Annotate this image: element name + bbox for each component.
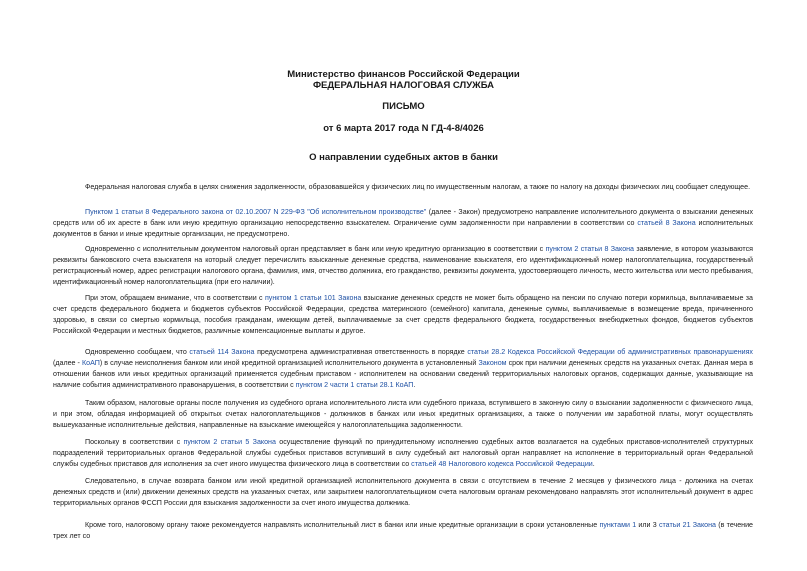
paragraph-text: осуществление функций по принудительному исполнению судебных актов возлагается на судебных приставов-исполнителей структурных подразделений территориальных органов Федеральной службы судебных приставов вступивший в силу судебный акт налоговый орган направляет на исполнение в территориальный орган Федеральной службы судебных приставов для исполнения за счет иного имущества физического лица в соответствии со bbox=[53, 438, 754, 468]
paragraph-6 bbox=[53, 398, 753, 431]
paragraph-text: Кроме того, налоговому органу также рекомендуется направлять исполнительный лист в банки или иные кредитные организации в сроки установленные bbox=[85, 521, 598, 529]
paragraph-text: исполнительных документов в банки и иные кредитные организации, не предусмотрено. bbox=[53, 219, 753, 238]
point-1-article-101-link[interactable]: пунктом 1 статьи 101 Закона bbox=[264, 294, 362, 302]
paragraph-text: или 3 bbox=[638, 521, 657, 529]
point-2-article-5-link[interactable]: пунктом 2 статьи 5 Закона bbox=[183, 438, 276, 446]
paragraph-text: взыскание денежных средств не может быть обращено на пенсии по случаю потери кормильца, выплачиваемые за счет средств федерального бюджета и бюджетов субъектов Российской Федерации, средства материнского (семейного) капитала, денежные суммы, выплачиваемые в возмещение вреда, причиненного здоровью, в связи со смертью кормильца, пособия гражданам, имеющим детей, выплачиваемые за счет средств федерального бюджета, государственных внебюджетных фондов, бюджетов субъектов Российской Федерации и местных бюджетов, различные компенсационные выплаты и другое. bbox=[53, 294, 753, 335]
document-subject: О направлении судебных актов в банки bbox=[309, 152, 498, 163]
article-114-link[interactable]: статьей 114 Закона bbox=[189, 348, 255, 356]
paragraph-7 bbox=[53, 437, 753, 470]
service-name: ФЕДЕРАЛЬНАЯ НАЛОГОВАЯ СЛУЖБА bbox=[312, 80, 495, 91]
paragraph-text: Следовательно, в случае возврата банком или иной кредитной организацией исполнительного документа в связи с отсутствием в течение 2 месяцев у физического лица - должника на счетах денежных средств и (или) движении денежных средств на указанных счетах, или закрытием налогоплательщиком счета налоговым органам рекомендовано направлять этот исполнительный документ в адрес территориальных органов ФССП России для взыскания задолженности за счет иного имущества должника. bbox=[53, 477, 753, 507]
paragraph-text: Поскольку в соответствии с bbox=[85, 438, 181, 446]
paragraph-text: ) в случае неисполнения банком или иной кредитной организацией исполнительного документа в установленный bbox=[99, 359, 477, 367]
article-21-link[interactable]: статьи 21 Закона bbox=[658, 521, 716, 529]
document-date: от 6 марта 2017 года N ГД-4-8/4026 bbox=[323, 123, 484, 134]
paragraph-text: . bbox=[592, 460, 595, 468]
paragraph-text: . bbox=[413, 381, 416, 389]
point-2-article-8-link[interactable]: пунктом 2 статьи 8 Закона bbox=[545, 245, 634, 253]
koap-link[interactable]: КоАП bbox=[82, 359, 100, 367]
points-1-link[interactable]: пунктами 1 bbox=[599, 521, 637, 529]
article-8-link[interactable]: статьей 8 Закона bbox=[637, 219, 696, 227]
paragraph-4 bbox=[53, 293, 753, 337]
paragraph-text: Одновременно с исполнительным документом налоговый орган представляет в банк или иную кредитную организацию в соответствии с bbox=[85, 245, 544, 253]
koap-article-28-2-link[interactable]: статьи 28.2 Кодекса Российской Федерации об административных правонарушениях bbox=[467, 348, 753, 356]
paragraph-text: (в течение трех лет со bbox=[53, 521, 753, 540]
paragraph-text: (далее - Закон) предусмотрено направление исполнительного документа о взыскании денежных средств или об их аресте в банк или иную кредитную организацию непосредственно взыскателем. Ограничение сумм задолженности при направлении в соответствии со bbox=[53, 208, 753, 227]
paragraph-9 bbox=[53, 520, 753, 542]
law-link[interactable]: Законом bbox=[478, 359, 507, 367]
paragraph-8 bbox=[53, 476, 753, 509]
paragraph-2 bbox=[53, 207, 753, 240]
paragraph-text: заявление, в котором указываются реквизиты банковского счета взыскателя на который следует перечислить взысканные денежные средства, наименование взыскателя, его идентификационный номер налогоплательщика, государственный регистрационный номер, адрес регистрации налогового органа, фамилия, имя, отчество должника, его гражданство, реквизиты документа, удостоверяющего личность, место жительства или место пребывания, идентификационный номер налогоплательщика (при его наличии). bbox=[53, 245, 753, 286]
paragraph-text: предусмотрена административная ответственность в порядке bbox=[257, 348, 465, 356]
ministry-name: Министерство финансов Российской Федерации bbox=[287, 69, 520, 80]
law-229-link[interactable]: Пунктом 1 статьи 8 Федерального закона от 02.10.2007 N 229-ФЗ "Об исполнительном производстве" bbox=[85, 208, 427, 216]
document-type: ПИСЬМО bbox=[382, 101, 425, 112]
paragraph-text: (далее - bbox=[53, 359, 80, 367]
paragraph-text: Федеральная налоговая служба в целях снижения задолженности, образовавшейся у физических лиц по имущественным налогам, а также по налогу на доходы физических лиц сообщает следующее. bbox=[85, 183, 751, 191]
paragraph-text: Одновременно сообщаем, что bbox=[85, 348, 187, 356]
tax-code-article-48-link[interactable]: статьей 48 Налогового кодекса Российской Федерации bbox=[411, 460, 593, 468]
paragraph-text: Таким образом, налоговые органы после получения из судебного органа исполнительного листа или судебного приказа, вступившего в законную силу о взыскании задолженности с физического лица, и при этом, обладая информацией об открытых счетах налогоплательщиков - должников в банках или иных кредитных организациях, а также о получении им заработной платы, могут осуществлять вышеуказанные исполнительные действия, направленные на взыскание имеющейся у налогоплательщика задолженности. bbox=[53, 399, 753, 429]
paragraph-text: срок при наличии денежных средств на указанных счетах. Данная мера в отношении банков или иных кредитных организаций применяется судебным приставом - исполнителем на основании сведений территориальных налоговых органов, содержащих данные, указывающие на наличие события административного правонарушения, в соответствии с bbox=[53, 359, 753, 389]
paragraph-1 bbox=[53, 182, 753, 193]
paragraph-3 bbox=[53, 244, 753, 288]
paragraph-text: При этом, обращаем внимание, что в соответствии с bbox=[85, 294, 263, 302]
paragraph-5 bbox=[53, 347, 753, 391]
koap-article-28-1-link[interactable]: пунктом 2 части 1 статьи 28.1 КоАП bbox=[295, 381, 414, 389]
